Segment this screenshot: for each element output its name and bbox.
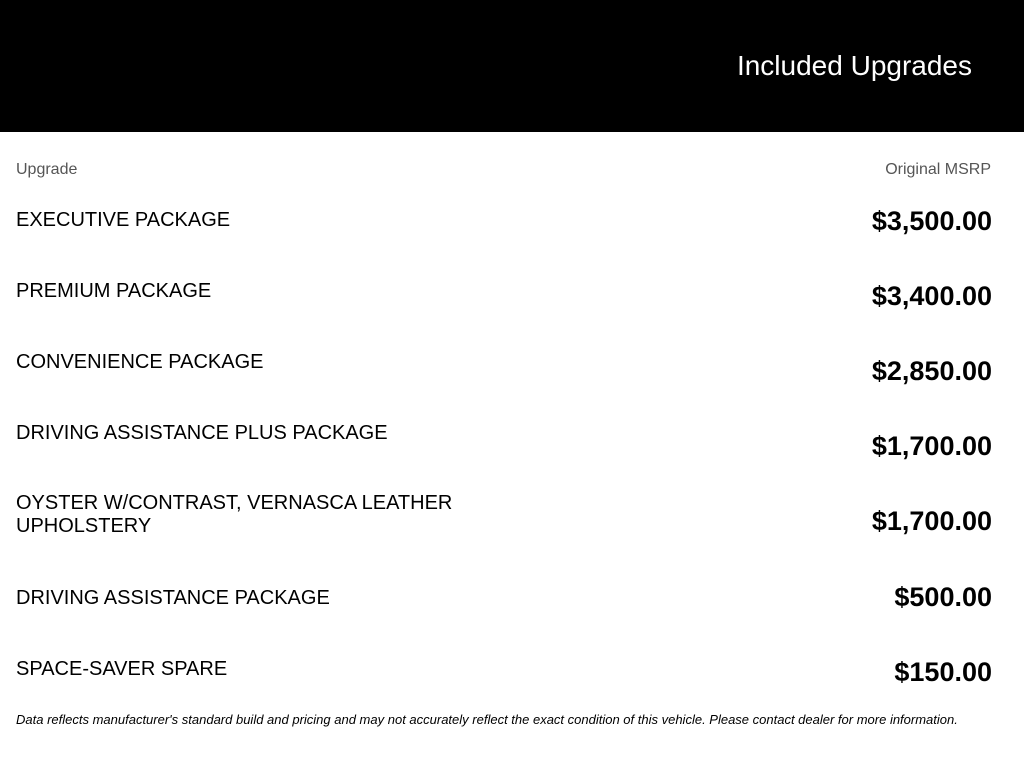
upgrade-price: $2,850.00: [871, 356, 992, 386]
column-header-upgrade: Upgrade: [16, 161, 78, 178]
upgrade-name: EXECUTIVE PACKAGE: [16, 209, 231, 231]
upgrade-price: $150.00: [894, 657, 992, 687]
column-header-msrp: Original MSRP: [885, 161, 991, 178]
upgrade-name: DRIVING ASSISTANCE PACKAGE: [16, 587, 330, 609]
upgrade-name: CONVENIENCE PACKAGE: [16, 351, 264, 373]
upgrade-name: PREMIUM PACKAGE: [16, 280, 212, 302]
upgrade-price: $3,400.00: [871, 281, 992, 311]
upgrade-name: SPACE-SAVER SPARE: [16, 658, 228, 680]
upgrade-price: $3,500.00: [871, 206, 992, 236]
upgrade-price: $500.00: [894, 582, 992, 612]
upgrade-price: $1,700.00: [871, 431, 992, 461]
disclaimer-text: Data reflects manufacturer's standard build and pricing and may not accurately reflect the exact condition of this vehicle. Please contact dealer for more information.: [16, 712, 958, 727]
upgrade-name: DRIVING ASSISTANCE PLUS PACKAGE: [16, 422, 388, 444]
page-title: Included Upgrades: [736, 50, 972, 81]
upgrade-name: OYSTER W/CONTRAST, VERNASCA LEATHER UPHOLSTERY: [16, 492, 453, 537]
page-header: [0, 0, 1024, 132]
upgrade-price: $1,700.00: [871, 506, 992, 536]
